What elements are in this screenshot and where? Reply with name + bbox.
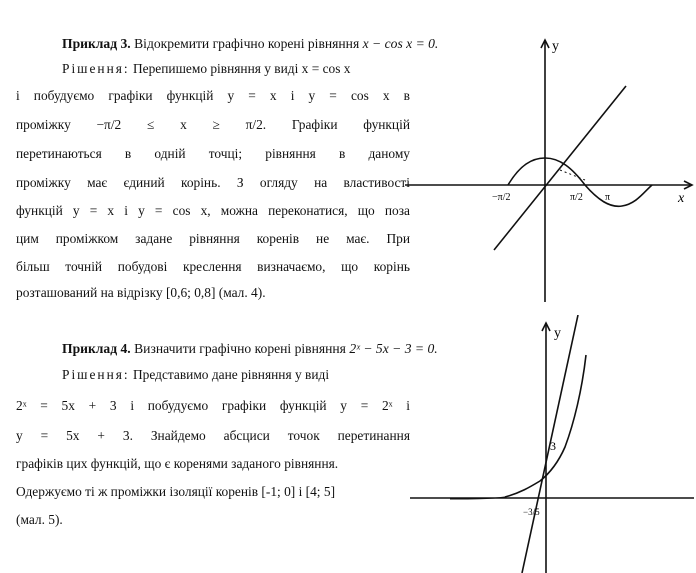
example3-equation: x − cos x = 0. — [362, 36, 439, 51]
example3-line-3: перетинаються в одній точці; рівняння в даному — [16, 146, 410, 161]
fig5-intercept-label: 3 — [550, 439, 556, 453]
fig4-pi-label: π — [605, 192, 611, 203]
fig4-line-y-eq-x — [494, 86, 626, 250]
figure-5-graph — [410, 315, 696, 573]
example3-line-1: і побудуємо графіки функцій y = x і y = cos x в — [16, 88, 410, 103]
example4-line-2: y = 5x + 3. Знайдемо абсциси точок перетинання — [16, 428, 410, 443]
fig5-neg-three-fifths-label: −3/5 — [523, 507, 540, 517]
fig5-y-label: y — [554, 326, 561, 341]
example4-solution-line — [62, 366, 410, 384]
example4-heading: Приклад 4. — [62, 341, 131, 356]
example3-solution-word: Рішення: — [62, 61, 130, 76]
example3-line-2: проміжку −π/2 ≤ x ≥ π/2. Графіки функцій — [16, 117, 410, 132]
example3-line-6: цим проміжком задане рівняння коренів не має. При — [16, 231, 410, 246]
fig4-pos-half-pi-label: π/2 — [570, 192, 583, 203]
figure-4-graph — [400, 30, 696, 310]
example4-solution-word: Рішення: — [62, 367, 130, 382]
example3-heading: Приклад 3. — [62, 36, 131, 51]
example4-line-3: графіків цих функцій, що є коренями заданого рівняння. — [16, 456, 339, 471]
example3-line-0: Перепишемо рівняння у виді x = cos x — [133, 61, 351, 76]
example4-equation: 2ˣ − 5x − 3 = 0. — [349, 341, 438, 356]
example4-line-4: Одержуємо ті ж проміжки ізоляції коренів [-1; 0] і [4; 5] — [16, 484, 336, 499]
example3-title-text: Відокремити графічно корені рівняння — [134, 36, 360, 51]
example3-line-4: проміжку має єдиний корінь. З огляду на властивості — [16, 175, 410, 190]
example4-title-text: Визначити графічно корені рівняння — [134, 341, 346, 356]
fig4-neg-half-pi-label: −π/2 — [492, 192, 511, 203]
example3-line-8: розташований на відрізку [0,6; 0,8] (мал. 4). — [16, 285, 266, 300]
example3-line-5: функцій y = x і y = cos x, можна переконатися, що поза — [16, 203, 410, 218]
example3-solution-line — [62, 60, 410, 78]
fig4-x-label: x — [678, 191, 685, 206]
example3-line-7: більш точній побудові креслення визначаємо, що корінь — [16, 259, 410, 274]
example4-line-0: Представимо дане рівняння у виді — [133, 367, 330, 382]
example4-line-1: 2ˣ = 5x + 3 і побудуємо графіки функцій y = 2ˣ і — [16, 398, 410, 413]
fig4-y-label: y — [552, 39, 559, 54]
example4-line-5: (мал. 5). — [16, 512, 63, 527]
